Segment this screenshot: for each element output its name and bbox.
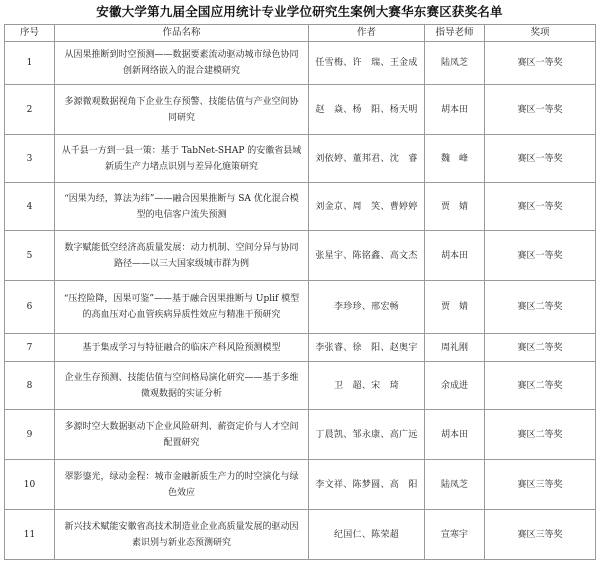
authors: 赵 焱、杨 阳、杨天明 [309,85,425,135]
header-no: 序号 [5,25,55,42]
row-number: 2 [5,85,55,135]
row-number: 9 [5,410,55,460]
authors: 纪国仁、陈荣超 [309,510,425,560]
header-teacher: 指导老师 [425,25,485,42]
work-title: 从千县一方到一县一策：基于 TabNet-SHAP 的安徽省县域新质生产力堵点识别与差异化施策研究 [55,135,309,183]
award: 赛区三等奖 [485,460,596,510]
work-title: 翠影鎏光，绿动金程：城市金融新质生产力的时空演化与绿色效应 [55,460,309,510]
table-row [5,42,596,85]
work-title: “压控险降，因果可鉴”——基于融合因果推断与 Uplif 模型的高血压对心血管疾病异质性效应与精准干预研究 [55,281,309,334]
row-number: 11 [5,510,55,560]
document-title: 安徽大学第九届全国应用统计专业学位研究生案例大赛华东赛区获奖名单 [96,4,503,19]
teacher: 余成进 [425,362,485,410]
teacher: 胡本田 [425,231,485,281]
teacher: 周礼刚 [425,334,485,362]
award: 赛区一等奖 [485,135,596,183]
work-title: “因果为经，算法为纬”——融合因果推断与 SA 优化混合模型的电信客户流失预测 [55,183,309,231]
award: 赛区一等奖 [485,42,596,85]
authors: 丁晨凯、邹永康、高广远 [309,410,425,460]
table-row [5,362,596,410]
work-title: 数字赋能低空经济高质量发展：动力机制、空间分异与协同路径——以三大国家级城市群为例 [55,231,309,281]
table-row [5,281,596,334]
row-number: 10 [5,460,55,510]
authors: 刘依婷、董邦君、沈 睿 [309,135,425,183]
award: 赛区一等奖 [485,231,596,281]
table-body [5,42,596,560]
table-row [5,334,596,362]
header-authors: 作者 [309,25,425,42]
table-row [5,85,596,135]
row-number: 6 [5,281,55,334]
work-title: 新兴技术赋能安徽省高技术制造业企业高质量发展的驱动因素识别与新业态预测研究 [55,510,309,560]
work-title: 企业生存预测、技能估值与空间格局演化研究——基于多维微观数据的实证分析 [55,362,309,410]
award-table [4,24,596,560]
award: 赛区一等奖 [485,183,596,231]
header-row [5,25,596,42]
award: 赛区二等奖 [485,410,596,460]
table-row [5,410,596,460]
table-row [5,460,596,510]
row-number: 8 [5,362,55,410]
authors: 李张睿、徐 阳、赵奥宇 [309,334,425,362]
work-title: 多源时空大数据驱动下企业风险研判、薪资定价与人才空间配置研究 [55,410,309,460]
authors: 卫 超、宋 琦 [309,362,425,410]
table-row [5,135,596,183]
teacher: 胡本田 [425,410,485,460]
table-row [5,510,596,560]
authors: 李珍珍、邢宏畅 [309,281,425,334]
teacher: 陆凤芝 [425,42,485,85]
authors: 刘金京、周 笑、曹婷婷 [309,183,425,231]
header-work: 作品名称 [55,25,309,42]
table-header [5,25,596,42]
teacher: 魏 峰 [425,135,485,183]
authors: 任雪梅、许 瑞、王金成 [309,42,425,85]
row-number: 7 [5,334,55,362]
award: 赛区三等奖 [485,510,596,560]
table-row [5,183,596,231]
header-award: 奖项 [485,25,596,42]
award: 赛区二等奖 [485,362,596,410]
work-title: 多源微观数据视角下企业生存预警、技能估值与产业空间协同研究 [55,85,309,135]
work-title: 从因果推断到时空预测——数据要素流动驱动城市绿色协同创新网络嵌入的混合建模研究 [55,42,309,85]
table-row [5,231,596,281]
work-title: 基于集成学习与特征融合的临床产科风险预测模型 [55,334,309,362]
award: 赛区二等奖 [485,334,596,362]
row-number: 1 [5,42,55,85]
award: 赛区一等奖 [485,85,596,135]
teacher: 贾 婧 [425,281,485,334]
authors: 张星宇、陈铭鑫、高文杰 [309,231,425,281]
teacher: 贾 婧 [425,183,485,231]
row-number: 5 [5,231,55,281]
teacher: 胡本田 [425,85,485,135]
award: 赛区二等奖 [485,281,596,334]
teacher: 陆凤芝 [425,460,485,510]
authors: 李文祥、陈梦圆、高 阳 [309,460,425,510]
row-number: 4 [5,183,55,231]
teacher: 宣寒宇 [425,510,485,560]
row-number: 3 [5,135,55,183]
